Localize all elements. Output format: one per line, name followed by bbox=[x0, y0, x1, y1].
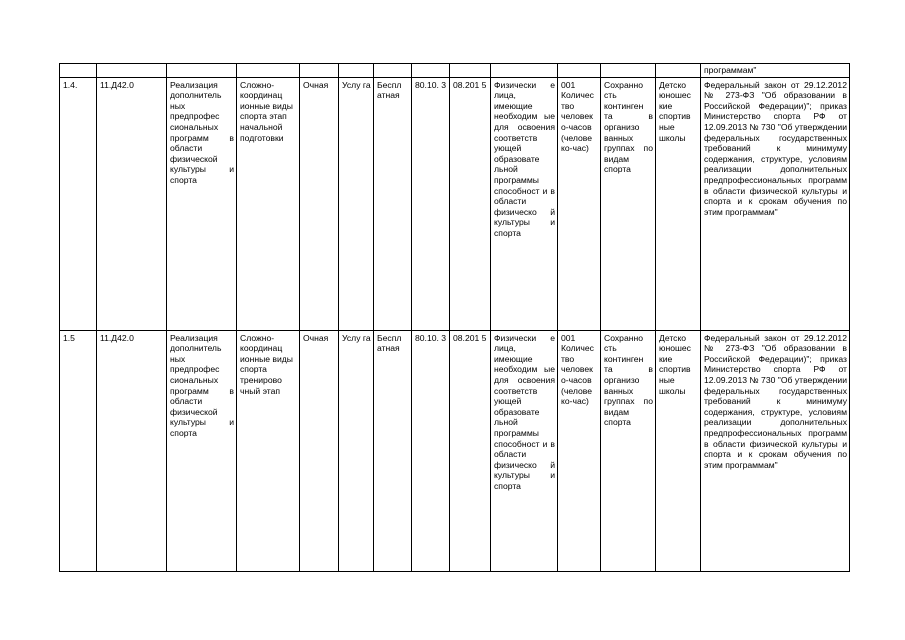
payment-type: Беспл атная bbox=[374, 330, 412, 571]
service-name: Реализация дополнитель ных предпрофес сиональных программ в области физической культуры и спорта bbox=[167, 77, 237, 330]
service-name: Реализация дополнитель ных предпрофес сиональных программ в области физической культуры и спорта bbox=[167, 330, 237, 571]
legal-basis: Федеральный закон от 29.12.2012 № 273-ФЗ "Об образовании в Российской Федерации)"; приказ Министерство спорта РФ от 12.09.2013 № 730 "Об утверждении федеральных государственных требований к минимуму содержания, структуре, условиям реализации дополнительных предпрофессиональных программ в области физической культуры и спорта и к срокам обучения по этим программам" bbox=[701, 77, 850, 330]
row-number: 1.5 bbox=[60, 330, 97, 571]
service-date: 08.201 5 bbox=[450, 330, 491, 571]
volume-indicator: 001 Количес тво человек о-часов (челове ко-час) bbox=[558, 330, 601, 571]
provider-organization: Детско юношес кие спортив ные школы bbox=[656, 77, 701, 330]
cell-empty bbox=[558, 64, 601, 78]
cell-empty bbox=[97, 64, 167, 78]
service-type: Услу га bbox=[339, 330, 374, 571]
legal-basis: Федеральный закон от 29.12.2012 № 273-ФЗ "Об образовании в Российской Федерации)"; приказ Министерство спорта РФ от 12.09.2013 № 730 "Об утверждении федеральных государственных требований к минимуму содержания, структуре, условиям реализации дополнительных предпрофессиональных программ в области физической культуры и спорта и к срокам обучения по этим программам" bbox=[701, 330, 850, 571]
cell-empty bbox=[601, 64, 656, 78]
service-date: 08.201 5 bbox=[450, 77, 491, 330]
service-code: 11.Д42.0 bbox=[97, 330, 167, 571]
table-row bbox=[60, 77, 850, 330]
cell-empty bbox=[167, 64, 237, 78]
consumer-category: Физически е лица, имеющие необходим ые для освоения соответств ующей образовате льной программы способност и в области физическо й культуры и спорта bbox=[491, 330, 558, 571]
cell-empty bbox=[237, 64, 300, 78]
table-row bbox=[60, 330, 850, 571]
okved-code: 80.10. 3 bbox=[412, 330, 450, 571]
consumer-category: Физически е лица, имеющие необходим ые для освоения соответств ующей образовате льной программы способност и в области физическо й культуры и спорта bbox=[491, 77, 558, 330]
continuation-text: программам" bbox=[701, 64, 850, 78]
program-content: Сложно- координац ионные виды спорта этап начальной подготовки bbox=[237, 77, 300, 330]
cell-empty bbox=[300, 64, 339, 78]
payment-type: Беспл атная bbox=[374, 77, 412, 330]
services-registry-table bbox=[59, 63, 850, 572]
okved-code: 80.10. 3 bbox=[412, 77, 450, 330]
cell-empty bbox=[656, 64, 701, 78]
cell-empty bbox=[60, 64, 97, 78]
service-code: 11.Д42.0 bbox=[97, 77, 167, 330]
quality-indicator: Сохранно сть континген та в организо ванных группах по видам спорта bbox=[601, 330, 656, 571]
cell-empty bbox=[374, 64, 412, 78]
cell-empty bbox=[412, 64, 450, 78]
volume-indicator: 001 Количес тво человек о-часов (челове ко-час) bbox=[558, 77, 601, 330]
continuation-row bbox=[60, 64, 850, 78]
study-form: Очная bbox=[300, 77, 339, 330]
study-form: Очная bbox=[300, 330, 339, 571]
cell-empty bbox=[339, 64, 374, 78]
program-content: Сложно- координац ионные виды спорта тренирово чный этап bbox=[237, 330, 300, 571]
service-type: Услу га bbox=[339, 77, 374, 330]
quality-indicator: Сохранно сть континген та в организо ванных группах по видам спорта bbox=[601, 77, 656, 330]
cell-empty bbox=[450, 64, 491, 78]
row-number: 1.4. bbox=[60, 77, 97, 330]
cell-empty bbox=[491, 64, 558, 78]
provider-organization: Детско юношес кие спортив ные школы bbox=[656, 330, 701, 571]
